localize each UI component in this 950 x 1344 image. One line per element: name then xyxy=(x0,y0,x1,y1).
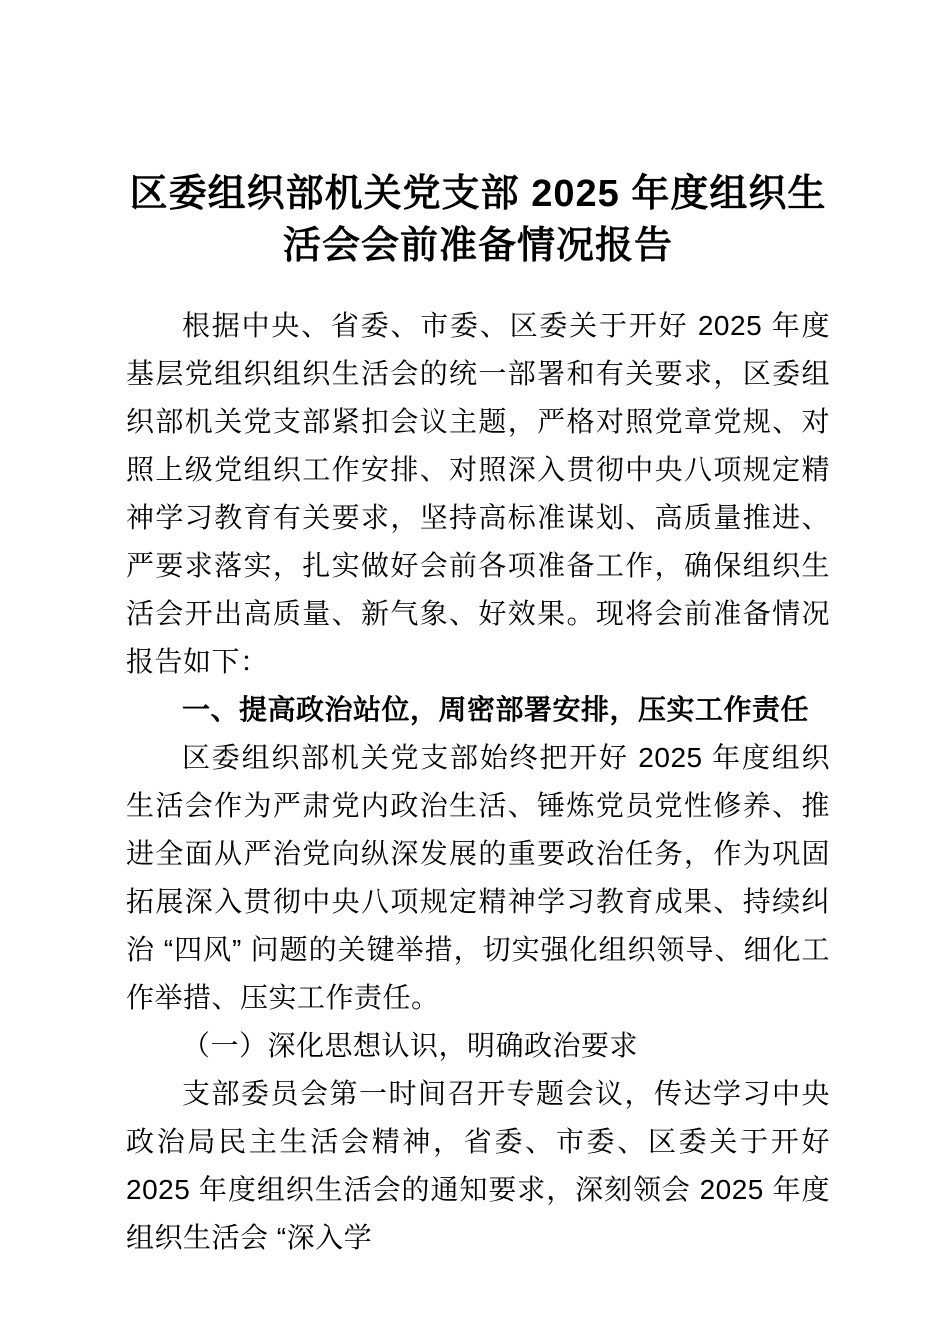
paragraph-intro: 根据中央、省委、市委、区委关于开好 2025 年度基层党组织组织生活会的统一部署和有关要求，区委组织部机关党支部紧扣会议主题，严格对照党章党规、对照上级党组织工作安排、对照深入贯彻中央八项规定精神学习教育有关要求，坚持高标准谋划、高质量推进、严要求落实，扎实做好会前各项准备工作，确保组织生活会开出高质量、新气象、好效果。现将会前准备情况报告如下： xyxy=(126,310,830,677)
paragraph-subsection-1-1: 支部委员会第一时间召开专题会议，传达学习中央政治局民主生活会精神，省委、市委、区委关于开好 2025 年度组织生活会的通知要求，深刻领会 2025 年度组织生活会 “深入学 xyxy=(126,1078,830,1253)
subsection-heading-1-1: （一）深化思想认识，明确政治要求 xyxy=(182,1030,639,1061)
document-title: 区委组织部机关党支部 2025 年度组织生活会会前准备情况报告 xyxy=(129,173,827,267)
section-heading-1: 一、提高政治站位，周密部署安排，压实工作责任 xyxy=(182,694,810,725)
paragraph-section-1: 区委组织部机关党支部始终把开好 2025 年度组织生活会作为严肃党内政治生活、锤炼党员党性修养、推进全面从严治党向纵深发展的重要政治任务，作为巩固拓展深入贯彻中央八项规定精神学习教育成果、持续纠治 “四风” 问题的关键举措，切实强化组织领导、细化工作举措、压实工作责任。 xyxy=(126,742,830,1013)
